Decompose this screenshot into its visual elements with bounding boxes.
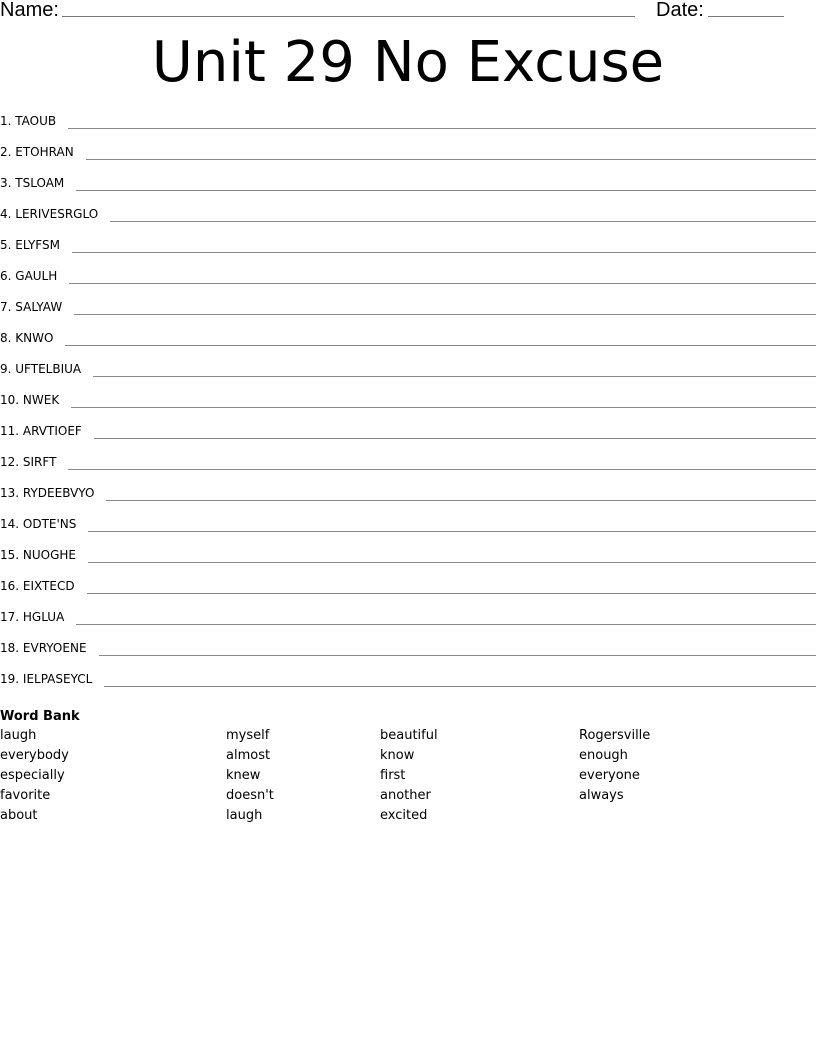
answer-line[interactable] bbox=[94, 422, 816, 439]
header-row bbox=[0, 0, 816, 22]
scramble-row bbox=[0, 174, 816, 205]
scramble-clue: 12. SIRFT bbox=[0, 455, 57, 469]
name-label: Name: bbox=[0, 0, 59, 21]
answer-line[interactable] bbox=[76, 608, 816, 625]
answer-line[interactable] bbox=[65, 329, 816, 346]
word-bank-grid bbox=[0, 726, 816, 826]
scramble-clue: 2. ETOHRAN bbox=[0, 145, 74, 159]
scramble-clue: 1. TAOUB bbox=[0, 114, 57, 128]
word-bank-column bbox=[0, 726, 69, 826]
word-bank-word: about bbox=[0, 808, 38, 823]
scramble-clue: 17. HGLUA bbox=[0, 610, 65, 624]
scramble-row bbox=[0, 205, 816, 236]
answer-line[interactable] bbox=[74, 298, 816, 315]
scramble-row bbox=[0, 329, 816, 360]
scramble-clue: 10. NWEK bbox=[0, 393, 60, 407]
answer-line[interactable] bbox=[104, 670, 816, 687]
scramble-row bbox=[0, 577, 816, 608]
scramble-row bbox=[0, 267, 816, 298]
scramble-row bbox=[0, 236, 816, 267]
word-bank-word: laugh bbox=[0, 728, 37, 743]
word-bank-word: almost bbox=[226, 748, 271, 763]
word-bank-word: myself bbox=[226, 728, 270, 743]
scramble-row bbox=[0, 670, 816, 701]
word-bank-word: first bbox=[380, 768, 406, 783]
word-bank-word: doesn't bbox=[226, 788, 274, 803]
scramble-clue: 6. GAULH bbox=[0, 269, 58, 283]
answer-line[interactable] bbox=[93, 360, 816, 377]
scramble-row bbox=[0, 515, 816, 546]
word-bank-column bbox=[579, 726, 650, 806]
word-bank-word: especially bbox=[0, 768, 65, 783]
date-field-line[interactable] bbox=[708, 16, 784, 17]
answer-line[interactable] bbox=[68, 453, 816, 470]
scramble-clue: 9. UFTELBIUA bbox=[0, 362, 82, 376]
scramble-row bbox=[0, 639, 816, 670]
word-bank-column bbox=[226, 726, 274, 826]
scramble-clue: 5. ELYFSM bbox=[0, 238, 60, 252]
answer-line[interactable] bbox=[110, 205, 816, 222]
answer-line[interactable] bbox=[71, 391, 816, 408]
answer-line[interactable] bbox=[72, 236, 816, 253]
word-bank-word: always bbox=[579, 788, 624, 803]
scramble-row bbox=[0, 484, 816, 515]
word-bank bbox=[0, 708, 816, 826]
answer-line[interactable] bbox=[99, 639, 816, 656]
scramble-row bbox=[0, 453, 816, 484]
answer-line[interactable] bbox=[68, 112, 816, 129]
scramble-clue: 3. TSLOAM bbox=[0, 176, 65, 190]
word-bank-word: everyone bbox=[579, 768, 640, 783]
answer-line[interactable] bbox=[69, 267, 816, 284]
word-bank-word: enough bbox=[579, 748, 628, 763]
word-bank-word: favorite bbox=[0, 788, 51, 803]
scramble-row bbox=[0, 422, 816, 453]
word-bank-word: beautiful bbox=[380, 728, 438, 743]
word-bank-word: everybody bbox=[0, 748, 69, 763]
scramble-clue: 4. LERIVESRGLO bbox=[0, 207, 99, 221]
scramble-clue: 16. EIXTECD bbox=[0, 579, 75, 593]
answer-line[interactable] bbox=[86, 143, 816, 160]
scramble-clue: 11. ARVTIOEF bbox=[0, 424, 82, 438]
scramble-clue: 18. EVRYOENE bbox=[0, 641, 87, 655]
scramble-row bbox=[0, 608, 816, 639]
answer-line[interactable] bbox=[76, 174, 816, 191]
word-bank-column bbox=[380, 726, 438, 826]
word-bank-word: knew bbox=[226, 768, 261, 783]
scramble-row bbox=[0, 298, 816, 329]
scramble-clue: 15. NUOGHE bbox=[0, 548, 77, 562]
word-bank-word: know bbox=[380, 748, 415, 763]
word-bank-title: Word Bank bbox=[0, 709, 80, 724]
answer-line[interactable] bbox=[87, 577, 816, 594]
word-bank-word: another bbox=[380, 788, 431, 803]
name-field-line[interactable] bbox=[62, 16, 635, 17]
answer-line[interactable] bbox=[106, 484, 816, 501]
word-bank-word: excited bbox=[380, 808, 428, 823]
scramble-clue: 8. KNWO bbox=[0, 331, 54, 345]
scramble-row bbox=[0, 112, 816, 143]
answer-line[interactable] bbox=[88, 515, 816, 532]
scramble-clue: 19. IELPASEYCL bbox=[0, 672, 93, 686]
scramble-clue: 14. ODTE'NS bbox=[0, 517, 77, 531]
word-bank-word: laugh bbox=[226, 808, 263, 823]
scramble-clue: 7. SALYAW bbox=[0, 300, 63, 314]
scramble-row bbox=[0, 546, 816, 577]
scramble-row bbox=[0, 360, 816, 391]
word-bank-word: Rogersville bbox=[579, 728, 651, 743]
scramble-clue: 13. RYDEEBVYO bbox=[0, 486, 95, 500]
date-label: Date: bbox=[656, 0, 704, 21]
scramble-row bbox=[0, 143, 816, 174]
page-title: Unit 29 No Excuse bbox=[151, 30, 665, 95]
answer-line[interactable] bbox=[88, 546, 816, 563]
scramble-list bbox=[0, 112, 816, 701]
scramble-row bbox=[0, 391, 816, 422]
